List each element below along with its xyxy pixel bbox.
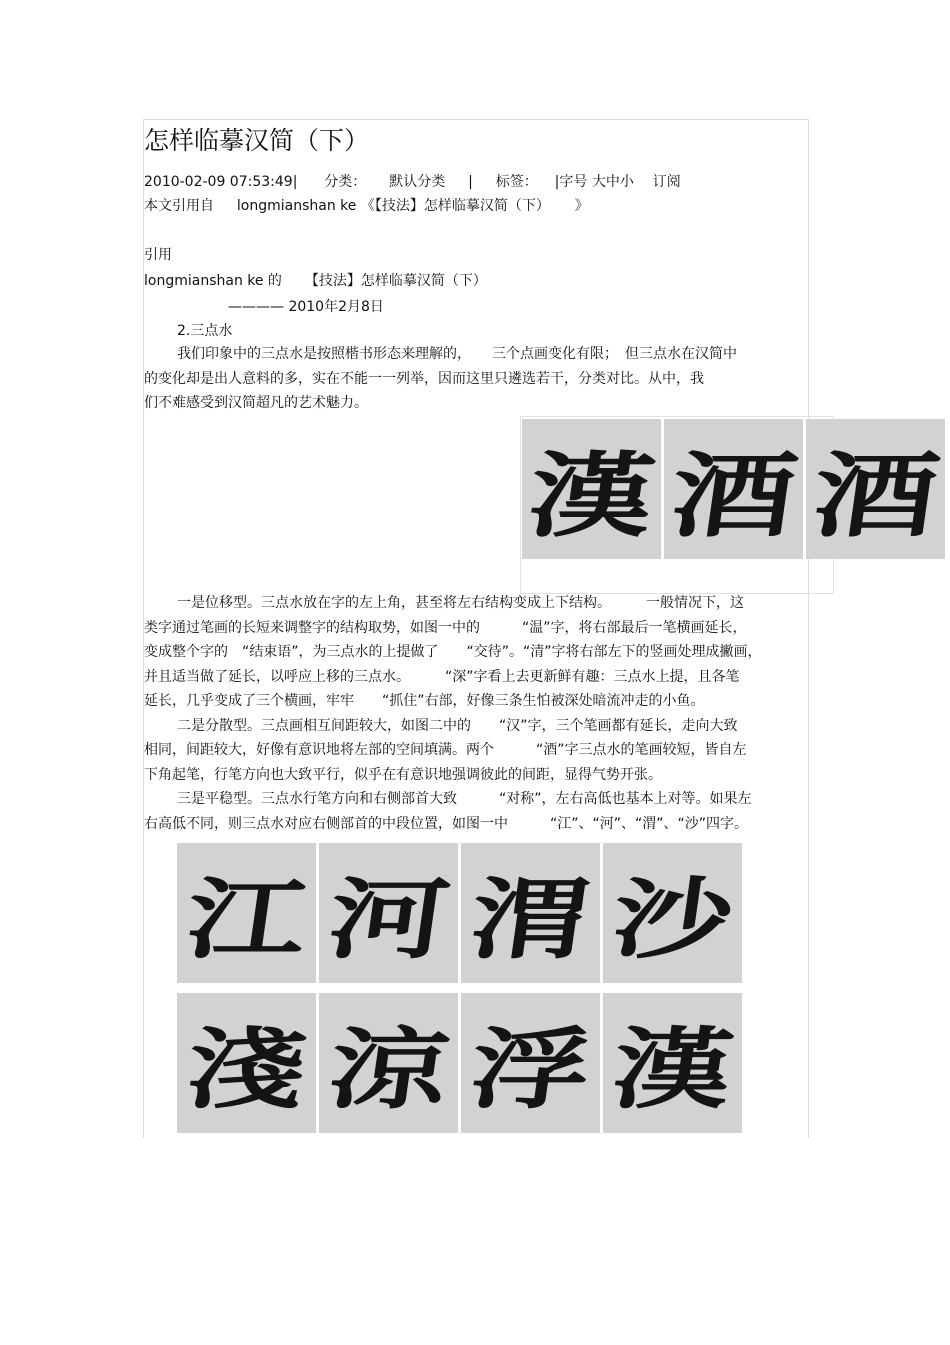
p1-line: 类字通过笔画的长短来调整字的结构取势，如图一中的 “温”字，将右部最后一笔横画延长， <box>144 619 747 636</box>
p1-line: 一是位移型。三点水放在字的左上角，甚至将左右结构变成上下结构。 一般情况下，这 <box>177 595 744 611</box>
cited-author-link[interactable]: longmianshan ke <box>236 198 357 214</box>
calligraphy-image: 漢 <box>522 419 661 559</box>
p3-line: 三是平稳型。三点水行笔方向和右侧部首大致 “对称”，左右高低也基本上对等。如果左 <box>177 791 752 807</box>
calligraphy-image: 渭 <box>461 843 600 983</box>
cited-from-line <box>144 194 589 219</box>
calligraphy-image: 酒 <box>806 419 945 559</box>
cited-from-prefix: 本文引用自 <box>144 198 214 214</box>
calligraphy-image: 浮 <box>461 993 600 1133</box>
p1-line: 延长，几乎变成了三个横画，牢牢 “抓住”右部，好像三条生怕被深处暗流冲走的小鱼。 <box>144 693 705 709</box>
intro-line: 的变化却是出人意料的多，实在不能一一列举，因而这里只遴选若干，分类对比。从中，我 <box>144 370 704 387</box>
cited-title-link[interactable]: 《【技法】怎样临摹汉简（下） <box>360 198 550 214</box>
calligraphy-image: 江 <box>177 843 316 983</box>
article-title: 怎样临摹汉简（下） <box>144 126 370 155</box>
article-datetime: 2010-02-09 07:53:49| <box>144 174 298 190</box>
meta-separator: | <box>468 174 473 190</box>
calligraphy-image: 酒 <box>664 419 803 559</box>
cited-close: 》 <box>574 198 589 214</box>
quote-dateline: ———— 2010年2月8日 <box>228 299 384 315</box>
figure-row-1 <box>522 419 945 559</box>
category-link[interactable]: 默认分类 <box>389 174 446 190</box>
figure-row-2 <box>177 843 742 983</box>
intro-line: 们不难感受到汉简超凡的艺术魅力。 <box>144 395 368 411</box>
calligraphy-image: 沙 <box>603 843 742 983</box>
quote-author-link[interactable]: longmianshan ke 的 <box>144 273 282 289</box>
calligraphy-image: 漢 <box>603 993 742 1133</box>
quote-source <box>144 269 487 294</box>
subscribe-link[interactable]: 订阅 <box>652 174 681 190</box>
figure-row-3 <box>177 993 742 1133</box>
intro-line: 我们印象中的三点水是按照楷书形态来理解的， 三个点画变化有限； 但三点水在汉简中 <box>177 346 737 362</box>
p2-line: 相同，间距较大，好像有意识地将左部的空间填满。两个 “酒”字三点水的笔画较短，皆自左 <box>144 742 747 758</box>
article-meta <box>144 170 681 195</box>
font-size-control[interactable]: |字号 大中小 <box>554 174 634 190</box>
p3-line: 右高低不同，则三点水对应右侧部首的中段位置，如图一中 “江”、“河”、“渭”、“沙”四字。 <box>144 815 749 832</box>
tags-label: 标签： <box>495 174 538 190</box>
calligraphy-image: 河 <box>319 843 458 983</box>
p2-line: 下角起笔，行笔方向也大致平行，似乎在有意识地强调彼此的间距，显得气势开张。 <box>144 766 662 783</box>
p1-line: 变成整个字的 “结束语”，为三点水的上提做了 “交待”。“清”字将右部左下的竖画处理成撇画， <box>144 644 762 660</box>
p1-line: 并且适当做了延长，以呼应上移的三点水。 “深”字看上去更新鲜有趣：三点水上提，且各笔 <box>144 668 740 685</box>
calligraphy-image: 淺 <box>177 993 316 1133</box>
paragraph-displacement-type <box>144 591 800 836</box>
p2-line: 二是分散型。三点画相互间距较大，如图二中的 “汉”字，三个笔画都有延长，走向大致 <box>177 717 738 734</box>
quote-label: 引用 <box>144 247 172 263</box>
category-label: 分类： <box>324 174 367 190</box>
intro-paragraph <box>144 342 800 416</box>
quote-title-link[interactable]: 【技法】怎样临摹汉简（下） <box>304 273 487 289</box>
section-heading: 2.三点水 <box>177 323 233 339</box>
calligraphy-image: 涼 <box>319 993 458 1133</box>
